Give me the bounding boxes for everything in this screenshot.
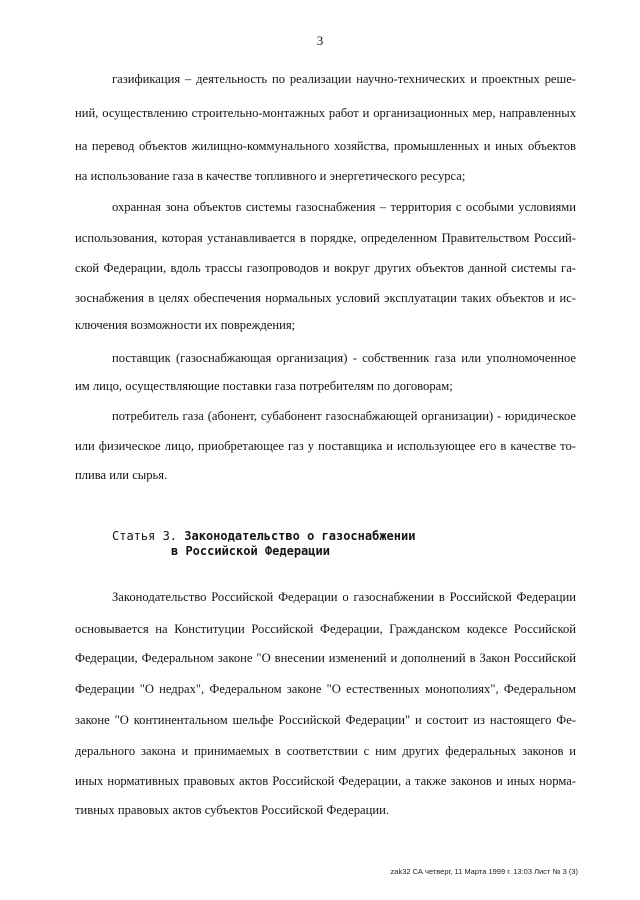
- definition-supplier-line-1: поставщик (газоснабжающая организация) - собственник газа или уполномоченное: [112, 351, 576, 365]
- definition-gasification-line-1: газификация – деятельность по реализации научно-технических и проектных реше-: [112, 72, 576, 86]
- article-body-line-4: Федерации "О недрах", Федеральном законе "О естественных монополиях", Федеральном: [75, 682, 576, 696]
- definition-consumer-line-1: потребитель газа (абонент, субабонент газоснабжающей организации) - юридическое: [112, 409, 576, 423]
- definition-gasification-line-3: на перевод объектов жилищно-коммунального хозяйства, промышленных и иных объектов: [75, 139, 576, 153]
- article-body-line-6: дерального закона и принимаемых в соответствии с ним других федеральных законов и: [75, 744, 576, 758]
- article-body-line-1: Законодательство Российской Федерации о газоснабжении в Российской Федерации: [112, 590, 576, 604]
- article-body-line-8: тивных правовых актов субъектов Российской Федерации.: [75, 803, 390, 817]
- article-body-line-7: иных нормативных правовых актов Российской Федерации, а также законов и иных норма-: [75, 774, 576, 788]
- definition-gasification-line-4: на использование газа в качестве топливного и энергетического ресурса;: [75, 169, 466, 183]
- definition-supplier-line-2: им лицо, осуществляющие поставки газа потребителям по договорам;: [75, 379, 453, 393]
- article-body-line-2: основывается на Конституции Российской Федерации, Гражданском кодексе Российской: [75, 622, 576, 636]
- definition-consumer-line-3: плива или сырья.: [75, 468, 168, 482]
- definition-consumer-line-2: или физическое лицо, приобретающее газ у поставщика и использующее его в качестве то-: [75, 439, 576, 453]
- article-prefix: Статья 3.: [112, 529, 178, 543]
- definition-protection-zone-line-4: зоснабжения в целях обеспечения нормальных условий эксплуатации таких объектов и ис-: [75, 291, 576, 305]
- page-number: 3: [316, 33, 324, 48]
- article-body-line-3: Федерации, Федеральном законе "О внесении изменений и дополнений в Закон Российской: [75, 651, 576, 665]
- definition-protection-zone-line-1: охранная зона объектов системы газоснабжения – территория с особыми условиями: [112, 200, 576, 214]
- article-heading-line-2: [171, 543, 330, 559]
- definition-gasification-line-2: ний, осуществлению строительно-монтажных работ и организационных мер, направленных: [75, 106, 576, 120]
- article-heading-line-1: [112, 528, 415, 544]
- article-title-line-1: Законодательство о газоснабжении: [184, 529, 416, 543]
- definition-protection-zone-line-3: ской Федерации, вдоль трассы газопроводов и вокруг других объектов данной системы га-: [75, 261, 576, 275]
- document-footer: zak32 СА четверг, 11 Марта 1999 г. 13:03 Лист № 3 (3): [390, 867, 578, 876]
- article-body-line-5: законе "О континентальном шельфе Российской Федерации" и состоит из настоящего Фе-: [75, 713, 576, 727]
- definition-protection-zone-line-5: ключения возможности их повреждения;: [75, 318, 296, 332]
- article-title-line-2: в Российской Федерации: [171, 544, 330, 558]
- definition-protection-zone-line-2: использования, которая устанавливается в порядке, определенном Правительством Россий-: [75, 231, 576, 245]
